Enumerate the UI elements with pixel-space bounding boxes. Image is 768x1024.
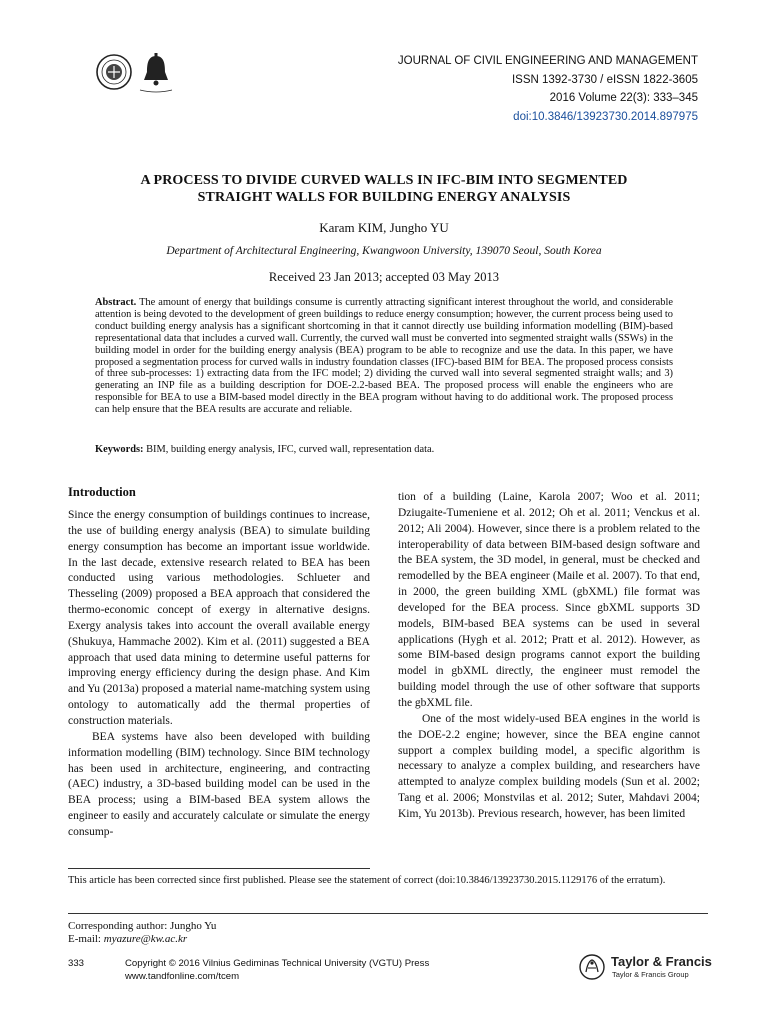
received-dates: Received 23 Jan 2013; accepted 03 May 2013 <box>268 270 500 284</box>
email-address[interactable]: myazure@kw.ac.kr <box>103 933 188 945</box>
abstract <box>95 297 673 416</box>
copyright-block <box>125 958 429 983</box>
footnote-divider <box>68 868 370 869</box>
keywords-label: Keywords: <box>95 444 144 455</box>
keywords-text: BIM, building energy analysis, IFC, curved wall, representation data. <box>146 444 435 455</box>
section-heading: Introduction <box>68 485 136 499</box>
journal-name: JOURNAL OF CIVIL ENGINEERING AND MANAGEMENT <box>397 55 698 67</box>
abstract-text: The amount of energy that buildings consume is currently attracting significant interest throughout the world, and considerable attention is being devoted to the development of green buildings to reduce energy consumption; however, the current process being used to conduct building energy analysis has a significant shortcoming in that it cannot directly use building information modelling (BIM)-based representational data that includes a curved wall. Currently, the curved wall must be converted into segmented straight walls (SSWs) in the building model in order for the building energy analysis (BEA) program to be able to recognize and use the data. In this paper, we have proposed a segmentation process for curved walls in industry foundation classes (IFC)-based BIM for BEA. The proposed process consists of three sub-processes: 1) extracting data from the IFC model; 2) dividing the curved wall into several segmented straight walls; and 3) generating an INP file as a building description for DOE-2.2-based BEA. The proposed process will enable the engineers who are responsible for BEA to use a BIM-based model directly in the BEA program without having to do additional work. The proposed process can help ensure that the BEA results are accurate and reliable. <box>95 297 673 416</box>
keywords <box>95 444 673 456</box>
journal-info <box>398 52 698 126</box>
paragraph: BEA systems have also been developed with building information modelling (BIM) technology. Since BIM technology has been used in architecture, engineering, and contracting (AEC) industry, a 3D-based building model can be used in the BEA process; using a BIM-based BEA system allows the engineer to easily and accurately calculate or simulate the energy consump- <box>68 730 370 838</box>
abstract-label: Abstract. <box>95 297 137 308</box>
header-logos <box>94 50 176 94</box>
email-label: E-mail: <box>68 933 101 945</box>
taylor-francis-logo-icon <box>578 952 606 982</box>
paragraph: Since the energy consumption of buildings continues to increase, the use of building energy analysis (BEA) to simulate building energy consumption has become an important issue worldwide. In the last decade, extensive research related to BEA has been conducted using various methodologies. Schlueter and Thesseling (2009) proposed a BEA approach that considered the thermo-economic concept of exergy in alternative designs. Exergy analysis takes into account the overall available energy (Shukuya, Hammache 2002). Kim et al. (2011) suggested a BEA approach that used data mining to determine useful patterns for improving energy efficiency during the design phase. And Kim and Yu (2013a) proposed a material name-matching system using ontology to automatically add the thermal properties of construction materials. <box>68 509 370 727</box>
corresponding-info <box>68 920 216 946</box>
correction-note: This article has been corrected since first published. Please see the statement of correct (doi:10.3846/13923730.2015.1129176 of the erratum). <box>68 875 666 886</box>
bell-logo-icon <box>136 50 176 94</box>
article-title <box>80 172 688 206</box>
corresponding-divider <box>68 913 708 914</box>
right-column <box>398 490 700 823</box>
title-line-2: STRAIGHT WALLS FOR BUILDING ENERGY ANALYSIS <box>197 190 571 205</box>
journal-issn: ISSN 1392-3730 / eISSN 1822-3605 <box>511 73 698 86</box>
journal-volume: 2016 Volume 22(3): 333–345 <box>549 92 698 104</box>
title-line-1: A PROCESS TO DIVIDE CURVED WALLS IN IFC-BIM INTO SEGMENTED <box>140 173 628 188</box>
paragraph: One of the most widely-used BEA engines in the world is the DOE-2.2 engine; however, since the BEA engine cannot support a complex building model, a specific algorithm is necessary to analyze a complex building, and researchers have attempted to analyze complex building models (Sun et al. 2002; Tang et al. 2006; Monstvilas et al. 2012; Suter, Mahdavi 2004; Kim, Yu 2013b). Previous research, however, has been limited <box>398 712 700 820</box>
corresponding-author: Corresponding author: Jungho Yu <box>68 920 217 932</box>
publisher-logo <box>578 952 712 984</box>
paragraph: tion of a building (Laine, Karola 2007; Woo et al. 2011; Dziugaite-Tumeniene et al. 2012; Oh et al. 2011; Venckus et al. 2012; Ali 2004). However, since there is a problem related to the interoperability of data between BIM-based design software and the BEA system, the 3D model, in general, must be checked and remodelled by the BEA engineer (Maile et al. 2007). To that end, in 2000, the green building XML (gbXML) file format was developed for the BEA process. Since gbXML supports 3D models, BIM-based BEA systems can be used in several applications (Hygh et al. 2012; Pratt et al. 2012). However, as some BIM-based design programs cannot export the building model in gbXML directly, the engineer must remodel the building model through the use of other software that supports the gbXML file. <box>398 491 700 709</box>
email-line <box>68 933 216 946</box>
website-link[interactable]: www.tandfonline.com/tcem <box>125 970 240 982</box>
doi-link[interactable]: doi:10.3846/13923730.2014.897975 <box>513 110 698 123</box>
copyright-text: Copyright © 2016 Vilnius Gediminas Technical University (VGTU) Press <box>125 958 430 969</box>
affiliation: Department of Architectural Engineering, Kwangwoon University, 139070 Seoul, South Korea <box>166 245 602 257</box>
publisher-name: Taylor & Francis <box>611 954 712 969</box>
left-column <box>68 484 370 841</box>
authors: Karam KIM, Jungho YU <box>319 220 449 235</box>
publisher-group: Taylor & Francis Group <box>612 970 689 979</box>
page-number: 333 <box>68 958 85 969</box>
